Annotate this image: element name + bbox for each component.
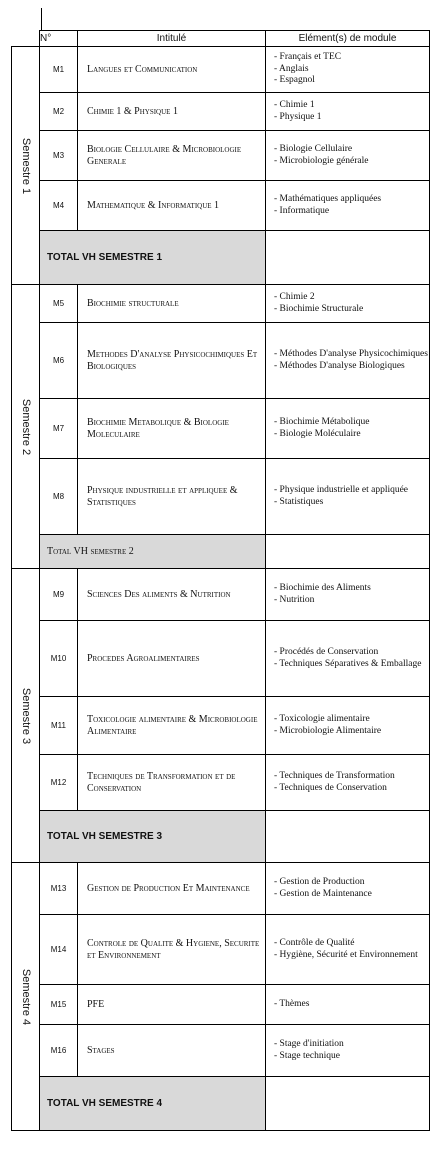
module-row bbox=[12, 697, 430, 755]
semester-total-row bbox=[12, 231, 430, 285]
module-code: M5 bbox=[40, 285, 78, 323]
module-row bbox=[12, 93, 430, 131]
module-code: M9 bbox=[40, 569, 78, 621]
element-item: - Physique industrielle et appliquée bbox=[274, 485, 409, 495]
element-item: - Gestion de Production bbox=[274, 877, 365, 887]
module-title: Stages bbox=[78, 1025, 266, 1077]
semester-total-value bbox=[266, 1077, 430, 1131]
element-item: - Gestion de Maintenance bbox=[274, 888, 372, 899]
element-item: - Biochimie des Aliments bbox=[274, 583, 371, 593]
element-item: - Thèmes bbox=[274, 998, 310, 1009]
module-elements bbox=[266, 93, 430, 131]
module-code: M3 bbox=[40, 131, 78, 181]
module-code: M1 bbox=[40, 47, 78, 93]
element-item: - Mathématiques appliquées bbox=[274, 194, 382, 204]
module-title: Mathematique & Informatique 1 bbox=[78, 181, 266, 231]
semester-total: TOTAL VH SEMESTRE 4 bbox=[40, 1077, 266, 1131]
module-elements bbox=[266, 621, 430, 697]
module-title: Gestion de Production Et Maintenance bbox=[78, 863, 266, 915]
element-item: - Stage d'initiation bbox=[274, 1039, 344, 1049]
module-code: M8 bbox=[40, 459, 78, 535]
element-item: - Contrôle de Qualité bbox=[274, 938, 355, 948]
module-code: M16 bbox=[40, 1025, 78, 1077]
module-title: Chimie 1 & Physique 1 bbox=[78, 93, 266, 131]
module-title: Biochimie structurale bbox=[78, 285, 266, 323]
module-row bbox=[12, 915, 430, 985]
module-title: Controle de Qualite & Hygiene, Securite et Environnement bbox=[78, 915, 266, 985]
element-item: - Hygiène, Sécurité et Environnement bbox=[274, 949, 418, 960]
module-row bbox=[12, 755, 430, 811]
semester-label: Semestre 4 bbox=[19, 968, 32, 1025]
module-title: Langues et Communication bbox=[78, 47, 266, 93]
header-elements: Elément(s) de module bbox=[266, 31, 430, 47]
element-item: - Physique 1 bbox=[274, 111, 322, 122]
semester-label: Semestre 1 bbox=[19, 137, 32, 194]
module-row bbox=[12, 399, 430, 459]
module-row bbox=[12, 181, 430, 231]
semester-label: Semestre 3 bbox=[19, 687, 32, 744]
element-item: - Stage technique bbox=[274, 1050, 340, 1061]
semester-label-cell bbox=[12, 863, 40, 1131]
semester-label-cell bbox=[12, 285, 40, 569]
module-row bbox=[12, 131, 430, 181]
module-elements bbox=[266, 399, 430, 459]
module-title: Physique industrielle et appliquee & Statistiques bbox=[78, 459, 266, 535]
module-elements bbox=[266, 569, 430, 621]
element-item: - Techniques Séparatives & Emballage bbox=[274, 658, 422, 669]
semester-total: TOTAL VH SEMESTRE 1 bbox=[40, 231, 266, 285]
module-row bbox=[12, 459, 430, 535]
element-item: - Biologie Cellulaire bbox=[274, 144, 353, 154]
module-row bbox=[12, 285, 430, 323]
module-elements bbox=[266, 323, 430, 399]
module-elements bbox=[266, 181, 430, 231]
module-title: Procedes Agroalimentaires bbox=[78, 621, 266, 697]
module-code: M13 bbox=[40, 863, 78, 915]
module-row bbox=[12, 621, 430, 697]
module-elements bbox=[266, 863, 430, 915]
header-title: Intitulé bbox=[78, 31, 266, 47]
module-row bbox=[12, 985, 430, 1025]
module-row bbox=[12, 569, 430, 621]
module-row bbox=[12, 863, 430, 915]
element-item: - Microbiologie Alimentaire bbox=[274, 725, 382, 736]
top-rule bbox=[41, 8, 42, 30]
module-title: Methodes D'analyse Physicochimiques Et Biologiques bbox=[78, 323, 266, 399]
element-item: - Statistiques bbox=[274, 496, 324, 507]
semester-total-row bbox=[12, 1077, 430, 1131]
semester-label-cell bbox=[12, 47, 40, 285]
module-code: M4 bbox=[40, 181, 78, 231]
module-code: M10 bbox=[40, 621, 78, 697]
module-code: M7 bbox=[40, 399, 78, 459]
module-elements bbox=[266, 985, 430, 1025]
module-title: Biologie Cellulaire & Microbiologie Generale bbox=[78, 131, 266, 181]
element-item: - Techniques de Transformation bbox=[274, 771, 395, 781]
module-row bbox=[12, 1025, 430, 1077]
module-code: M2 bbox=[40, 93, 78, 131]
module-title: Techniques de Transformation et de Conservation bbox=[78, 755, 266, 811]
element-item: - Méthodes D'analyse Physicochimiques bbox=[274, 349, 428, 359]
semester-total-row bbox=[12, 535, 430, 569]
module-elements bbox=[266, 915, 430, 985]
module-title: Sciences Des aliments & Nutrition bbox=[78, 569, 266, 621]
element-item: - Méthodes D'analyse Biologiques bbox=[274, 360, 405, 371]
module-title: PFE bbox=[78, 985, 266, 1025]
header-row bbox=[12, 31, 430, 47]
module-code: M6 bbox=[40, 323, 78, 399]
semester-total: TOTAL VH SEMESTRE 3 bbox=[40, 811, 266, 863]
semester-total-value bbox=[266, 535, 430, 569]
module-code: M15 bbox=[40, 985, 78, 1025]
element-item: - Biochimie Métabolique bbox=[274, 417, 370, 427]
semester-total: Total VH semestre 2 bbox=[40, 535, 266, 569]
module-code: M14 bbox=[40, 915, 78, 985]
element-item: - Techniques de Conservation bbox=[274, 782, 387, 793]
semester-total-row bbox=[12, 811, 430, 863]
element-item: - Biochimie Structurale bbox=[274, 303, 364, 314]
module-elements bbox=[266, 697, 430, 755]
curriculum-table bbox=[11, 30, 430, 1131]
module-title: Biochimie Metabolique & Biologie Moleculaire bbox=[78, 399, 266, 459]
element-item: - Procédés de Conservation bbox=[274, 647, 379, 657]
semester-label-cell bbox=[12, 569, 40, 863]
element-item: - Biologie Moléculaire bbox=[274, 428, 361, 439]
element-item: - Nutrition bbox=[274, 594, 315, 605]
module-row bbox=[12, 323, 430, 399]
element-item: - Toxicologie alimentaire bbox=[274, 714, 370, 724]
element-item: - Espagnol bbox=[274, 75, 315, 86]
module-code: M12 bbox=[40, 755, 78, 811]
module-elements bbox=[266, 755, 430, 811]
semester-label: Semestre 2 bbox=[19, 398, 32, 455]
element-item: - Chimie 2 bbox=[274, 292, 315, 302]
module-elements bbox=[266, 47, 430, 93]
header-blank bbox=[12, 31, 40, 47]
module-title: Toxicologie alimentaire & Microbiologie Alimentaire bbox=[78, 697, 266, 755]
module-elements bbox=[266, 131, 430, 181]
module-code: M11 bbox=[40, 697, 78, 755]
element-item: - Français et TEC bbox=[274, 52, 342, 63]
module-row bbox=[12, 47, 430, 93]
module-elements bbox=[266, 1025, 430, 1077]
module-elements bbox=[266, 459, 430, 535]
element-item: - Anglais bbox=[274, 63, 309, 74]
semester-total-value bbox=[266, 811, 430, 863]
element-item: - Microbiologie générale bbox=[274, 155, 369, 166]
header-number: N° bbox=[40, 31, 78, 47]
semester-total-value bbox=[266, 231, 430, 285]
module-elements bbox=[266, 285, 430, 323]
element-item: - Informatique bbox=[274, 205, 330, 216]
element-item: - Chimie 1 bbox=[274, 100, 315, 110]
